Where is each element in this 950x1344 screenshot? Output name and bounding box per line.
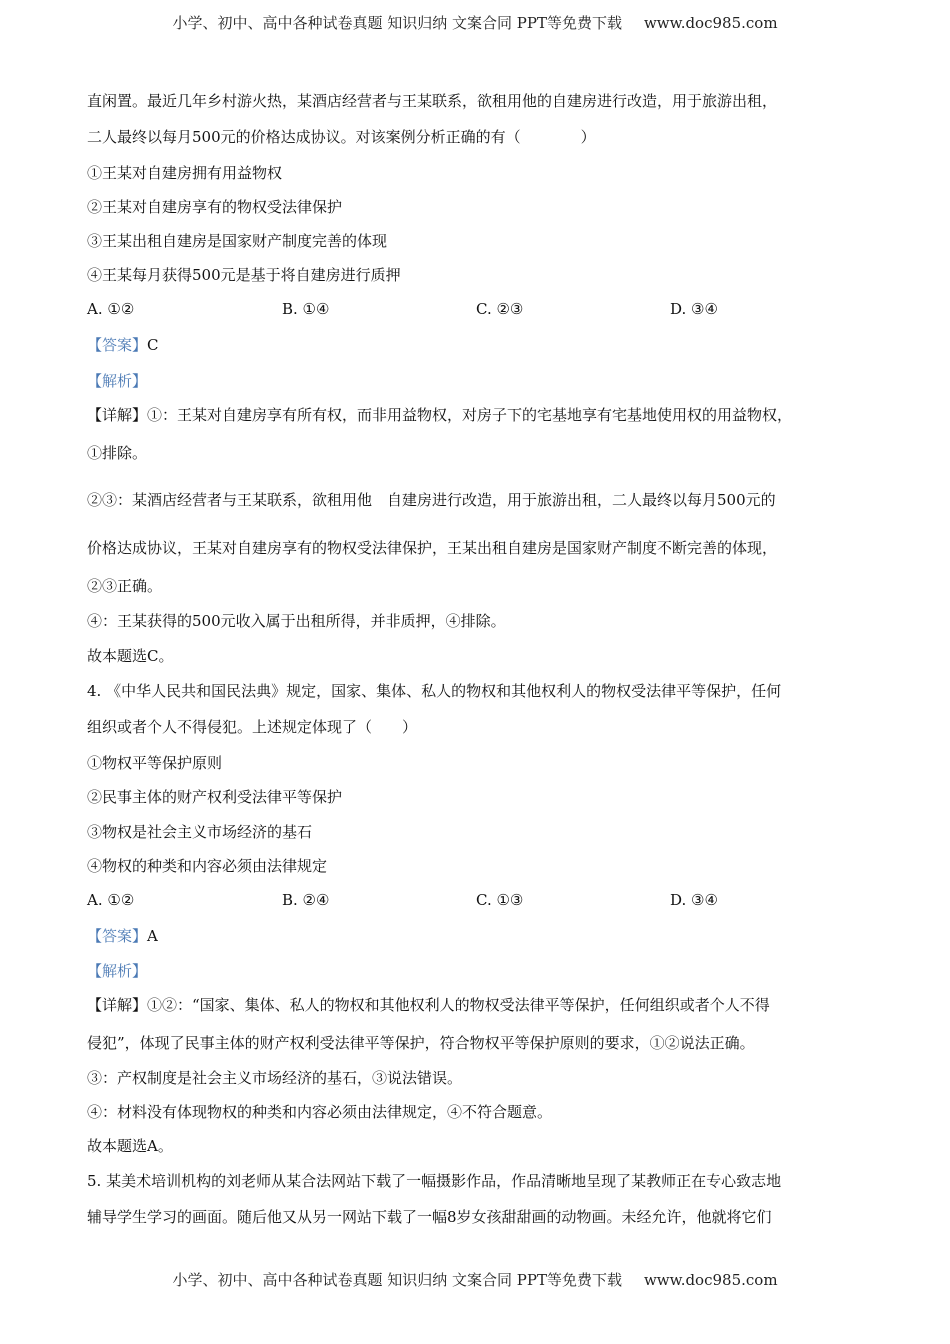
- q4-detail-line-4: ④：材料没有体现物权的种类和内容必须由法律规定，④不符合题意。: [87, 1103, 553, 1121]
- detail-text: ①：王某对自建房享有所有权，而非用益物权，对房子下的宅基地享有宅基地使用权的用益物权，: [147, 406, 793, 424]
- q3-statement-1: ①王某对自建房拥有用益物权: [87, 164, 283, 182]
- q3-option-b: B. ①④: [282, 300, 330, 318]
- q3-option-d: D. ③④: [670, 300, 718, 318]
- q3-option-c: C. ②③: [476, 300, 524, 318]
- q3-conclusion: 故本题选C。: [87, 647, 174, 665]
- q3-detail-line-4: 价格达成协议，王某对自建房享有的物权受法律保护，王某出租自建房是国家财产制度不断完善的体现，: [87, 539, 778, 557]
- q3-analysis-tag: 【解析】: [87, 372, 148, 390]
- q4-detail-line-3: ③：产权制度是社会主义市场经济的基石，③说法错误。: [87, 1069, 463, 1087]
- q4-analysis-tag: 【解析】: [87, 962, 148, 980]
- q4-conclusion: 故本题选A。: [87, 1137, 173, 1155]
- q5-stem-line-2: 辅导学生学习的画面。随后他又从另一网站下载了一幅8岁女孩甜甜画的动物画。未经允许，他就将它们: [87, 1208, 772, 1226]
- answer-tag: 【答案】: [87, 927, 148, 945]
- header-text: 小学、初中、高中各种试卷真题 知识归纳 文案合同 PPT等免费下载: [172, 14, 622, 32]
- q3-detail-line-1: [87, 405, 792, 425]
- q4-answer: [87, 926, 158, 946]
- q3-stem-line-2: 二人最终以每月500元的价格达成协议。对该案例分析正确的有（ ）: [87, 128, 596, 146]
- detail-tag: 【详解】: [87, 406, 148, 424]
- q4-detail-line-2: 侵犯”，体现了民事主体的财产权利受法律平等保护，符合物权平等保护原则的要求，①②说法正确。: [87, 1034, 755, 1052]
- q4-stem-line-1: 4. 《中华人民共和国民法典》规定，国家、集体、私人的物权和其他权利人的物权受法律平等保护，任何: [87, 682, 782, 700]
- q3-option-a: A. ①②: [87, 300, 135, 318]
- q4-stem-line-2: 组织或者个人不得侵犯。上述规定体现了（ ）: [87, 718, 418, 736]
- q3-detail-line-5: ②③正确。: [87, 577, 163, 595]
- q5-stem-line-1: 5. 某美术培训机构的刘老师从某合法网站下载了一幅摄影作品，作品清晰地呈现了某教师正在专心致志地: [87, 1172, 782, 1190]
- q4-detail-line-1: [87, 995, 770, 1015]
- q4-statement-4: ④物权的种类和内容必须由法律规定: [87, 857, 328, 875]
- q3-detail-line-3: ②③：某酒店经营者与王某联系，欲租用他 自建房进行改造，用于旅游出租，二人最终以每月500元的: [87, 491, 776, 509]
- q3-statement-4: ④王某每月获得500元是基于将自建房进行质押: [87, 266, 401, 284]
- page-footer: [0, 1269, 950, 1290]
- page-header: [0, 12, 950, 33]
- header-site-link[interactable]: www.doc985.com: [643, 14, 778, 32]
- q4-statement-1: ①物权平等保护原则: [87, 754, 223, 772]
- q3-detail-line-6: ④：王某获得的500元收入属于出租所得，并非质押，④排除。: [87, 612, 506, 630]
- footer-site-link[interactable]: www.doc985.com: [643, 1271, 778, 1289]
- q4-option-c: C. ①③: [476, 891, 524, 909]
- q3-detail-line-2: ①排除。: [87, 444, 148, 462]
- footer-text: 小学、初中、高中各种试卷真题 知识归纳 文案合同 PPT等免费下载: [172, 1271, 622, 1289]
- q3-answer: [87, 335, 159, 355]
- q3-statement-2: ②王某对自建房享有的物权受法律保护: [87, 198, 343, 216]
- detail-tag: 【详解】: [87, 996, 148, 1014]
- q3-stem-line-1: 直闲置。最近几年乡村游火热，某酒店经营者与王某联系，欲租用他的自建房进行改造，用于旅游出租，: [87, 92, 778, 110]
- q4-statement-3: ③物权是社会主义市场经济的基石: [87, 823, 313, 841]
- q4-option-d: D. ③④: [670, 891, 718, 909]
- answer-value: C: [147, 336, 159, 354]
- answer-tag: 【答案】: [87, 336, 148, 354]
- q4-option-a: A. ①②: [87, 891, 135, 909]
- q3-statement-3: ③王某出租自建房是国家财产制度完善的体现: [87, 232, 388, 250]
- detail-text: ①②：“国家、集体、私人的物权和其他权利人的物权受法律平等保护，任何组织或者个人不得: [147, 996, 770, 1014]
- answer-value: A: [147, 927, 158, 945]
- q4-option-b: B. ②④: [282, 891, 330, 909]
- q4-statement-2: ②民事主体的财产权利受法律平等保护: [87, 788, 343, 806]
